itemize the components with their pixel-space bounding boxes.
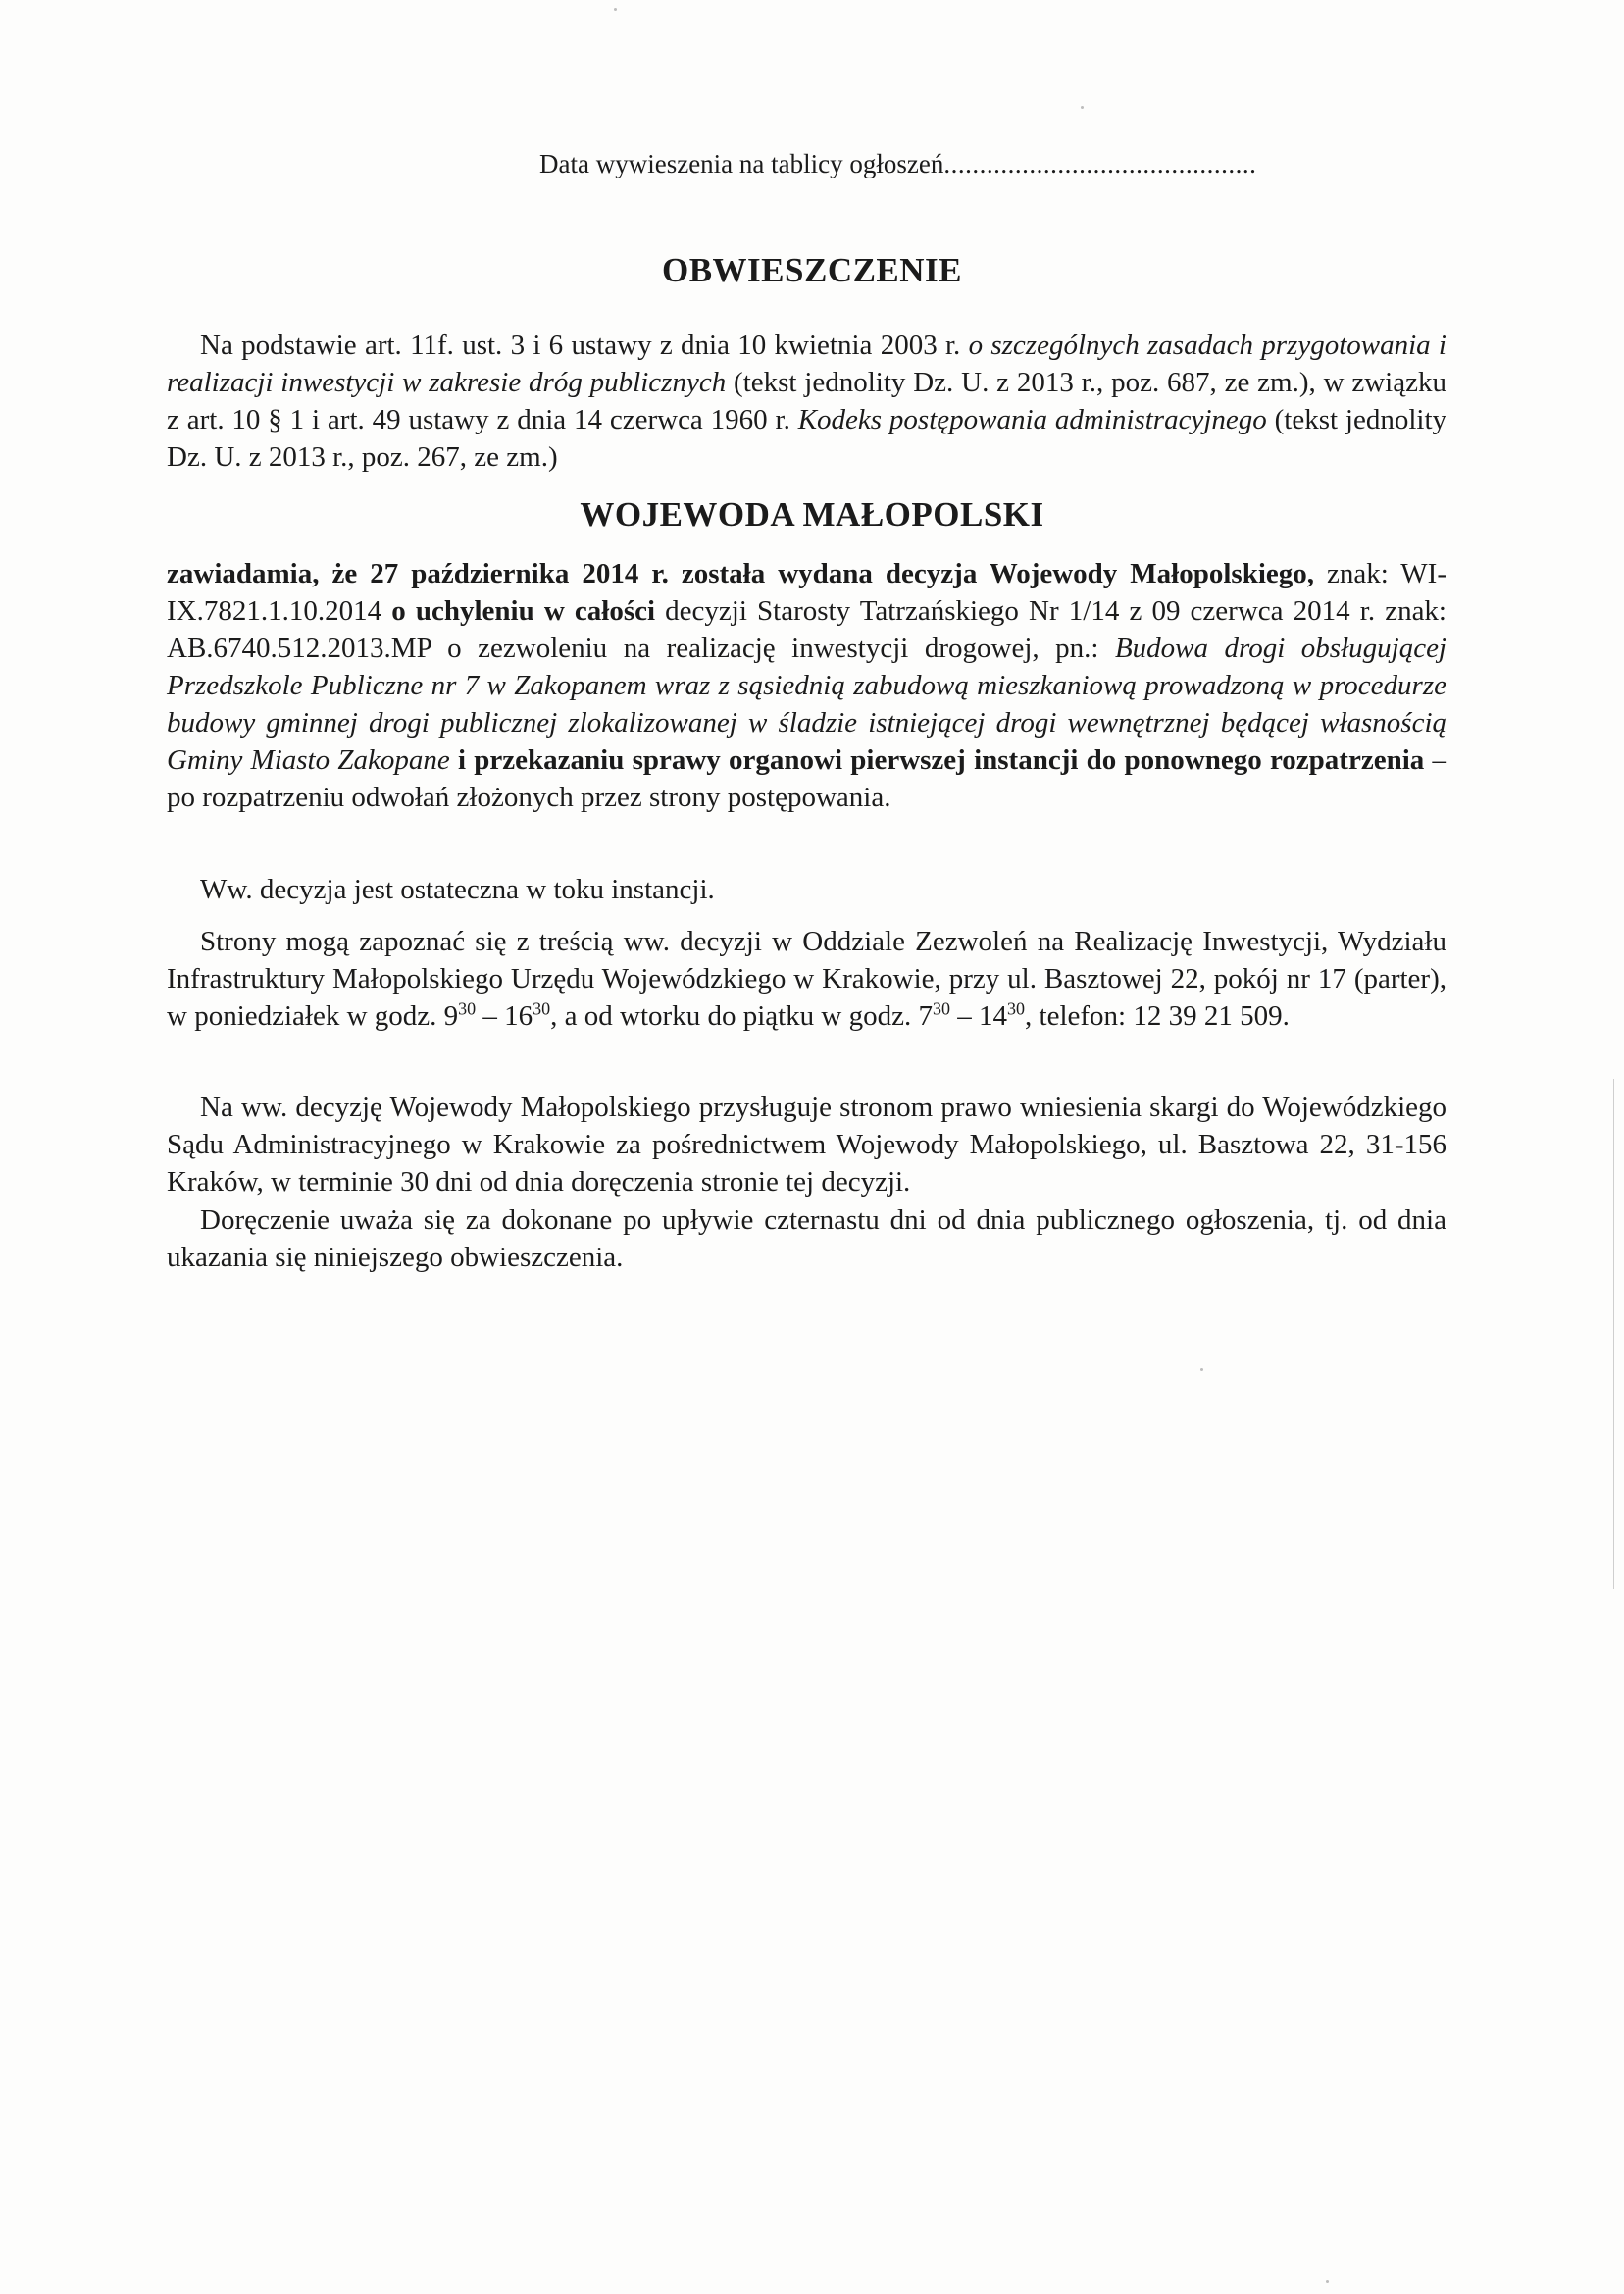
legal-basis-text-2: (tekst jednolity Dz. U. z 2013 r., poz. 687, ze zm.), w związku z art. 10 § 1 i art. 49 ustawy z dnia 14 czerwca 1960 r. xyxy=(167,367,1446,435)
decision-reference-detail: decyzji Starosty Tatrzańskiego Nr 1/14 z 09 czerwca 2014 r. znak: AB.6740.512.2013.MP o zezwoleniu na realizację inwestycji drogowej, pn.: xyxy=(167,595,1446,664)
appeal-paragraph: Na ww. decyzję Wojewody Małopolskiego przysługuje stronom prawo wniesienia skargi do Wojewódzkiego Sądu Administracyjnego w Krakowie za pośrednictwem Wojewody Małopolskiego, ul. Basztowa 22, 31-156 Kraków, w terminie 30 dni od dnia doręczenia stronie tej decyzji. xyxy=(167,1092,1446,1198)
scan-edge-line xyxy=(1613,1079,1614,1589)
authority-heading: WOJEWODA MAŁOPOLSKI xyxy=(580,495,1044,534)
project-name: Budowa drogi obsługującej Przedszkole Publiczne nr 7 w Zakopanem wraz z sąsiednią zabudową mieszkaniową prowadzoną w procedurze budowy gminnej drogi publicznej zlokalizowanej w śladzie istniejącej drogi wewnętrznej będącej własnością Gminy Miasto Zakopane xyxy=(167,633,1446,776)
scan-speck xyxy=(1081,106,1084,109)
access-text-1: Strony mogą zapoznać się z treścią ww. decyzji w Oddziale Zezwoleń na Realizację Inwestycji, Wydziału Infrastruktury Małopolskiego Urzędu Wojewódzkiego w Krakowie, przy ul. Basztowej 22, pokój nr 17 (parter), w poniedziałek w godz. xyxy=(167,926,1446,1032)
posting-date-dots: ............................................ xyxy=(943,149,1257,178)
decision-repeal: o uchyleniu w całości xyxy=(391,595,656,627)
hours-weekday-end: $14^{30}$ xyxy=(979,998,1026,1032)
scan-speck xyxy=(1326,2280,1329,2283)
decision-tail: – po rozpatrzeniu odwołań złożonych przez strony postępowania. xyxy=(167,744,1447,813)
decision-paragraph xyxy=(167,555,1446,816)
act-title-kpa: Kodeks postępowania administracyjnego xyxy=(797,404,1267,435)
decision-lead: zawiadamia, że 27 października 2014 r. została wydana decyzja Wojewody Małopolskiego, xyxy=(167,558,1315,589)
decision-reference: znak: WI-IX.7821.1.10.2014 xyxy=(167,558,1446,627)
access-text-3: , telefon: 12 39 21 509. xyxy=(1025,1000,1290,1032)
scan-speck xyxy=(614,8,617,11)
legal-basis-text-3: (tekst jednolity Dz. U. z 2013 r., poz. 267, ze zm.) xyxy=(167,404,1447,473)
notice-title: OBWIESZCZENIE xyxy=(661,251,963,289)
decision-remand: i przekazaniu sprawy organowi pierwszej instancji do ponownego rozpatrzenia xyxy=(449,744,1425,776)
scan-speck xyxy=(1200,1368,1203,1371)
finality-paragraph: Ww. decyzja jest ostateczna w toku instancji. xyxy=(200,874,715,905)
hours-monday-start: $9^{30}$ xyxy=(443,998,477,1032)
hours-weekday-start: $7^{30}$ xyxy=(918,998,951,1032)
legal-basis-paragraph xyxy=(167,327,1446,476)
legal-basis-text-1: Na podstawie art. 11f. ust. 3 i 6 ustawy z dnia 10 kwietnia 2003 r. xyxy=(200,330,969,361)
access-paragraph: Strony mogą zapoznać się z treścią ww. decyzji w Oddziale Zezwoleń na Realizację Inwestycji, Wydziału Infrastruktury Małopolskiego Urzędu Wojewódzkiego w Krakowie, przy ul. Basztowej 22, pokój nr 17 (parter), w poniedziałek w godz. $9^{30} - 16^{30}$, a od wtorku do piątku w godz. $7^{30} - 14^{30}$, telefon: 12 39 21 509. xyxy=(167,926,1446,1032)
act-title-roads: o szczególnych zasadach przygotowania i realizacji inwestycji w zakresie dróg publicznych xyxy=(167,330,1446,398)
delivery-paragraph: Doręczenie uważa się za dokonane po upływie czternastu dni od dnia publicznego ogłoszenia, tj. od dnia ukazania się niniejszego obwieszczenia. xyxy=(167,1204,1446,1273)
hours-monday-end: $16^{30}$ xyxy=(504,998,551,1032)
posting-date-line xyxy=(539,149,1256,179)
access-text-2: , a od wtorku do piątku w godz. xyxy=(550,1000,919,1032)
posting-date-label: Data wywieszenia na tablicy ogłoszeń xyxy=(539,149,944,178)
